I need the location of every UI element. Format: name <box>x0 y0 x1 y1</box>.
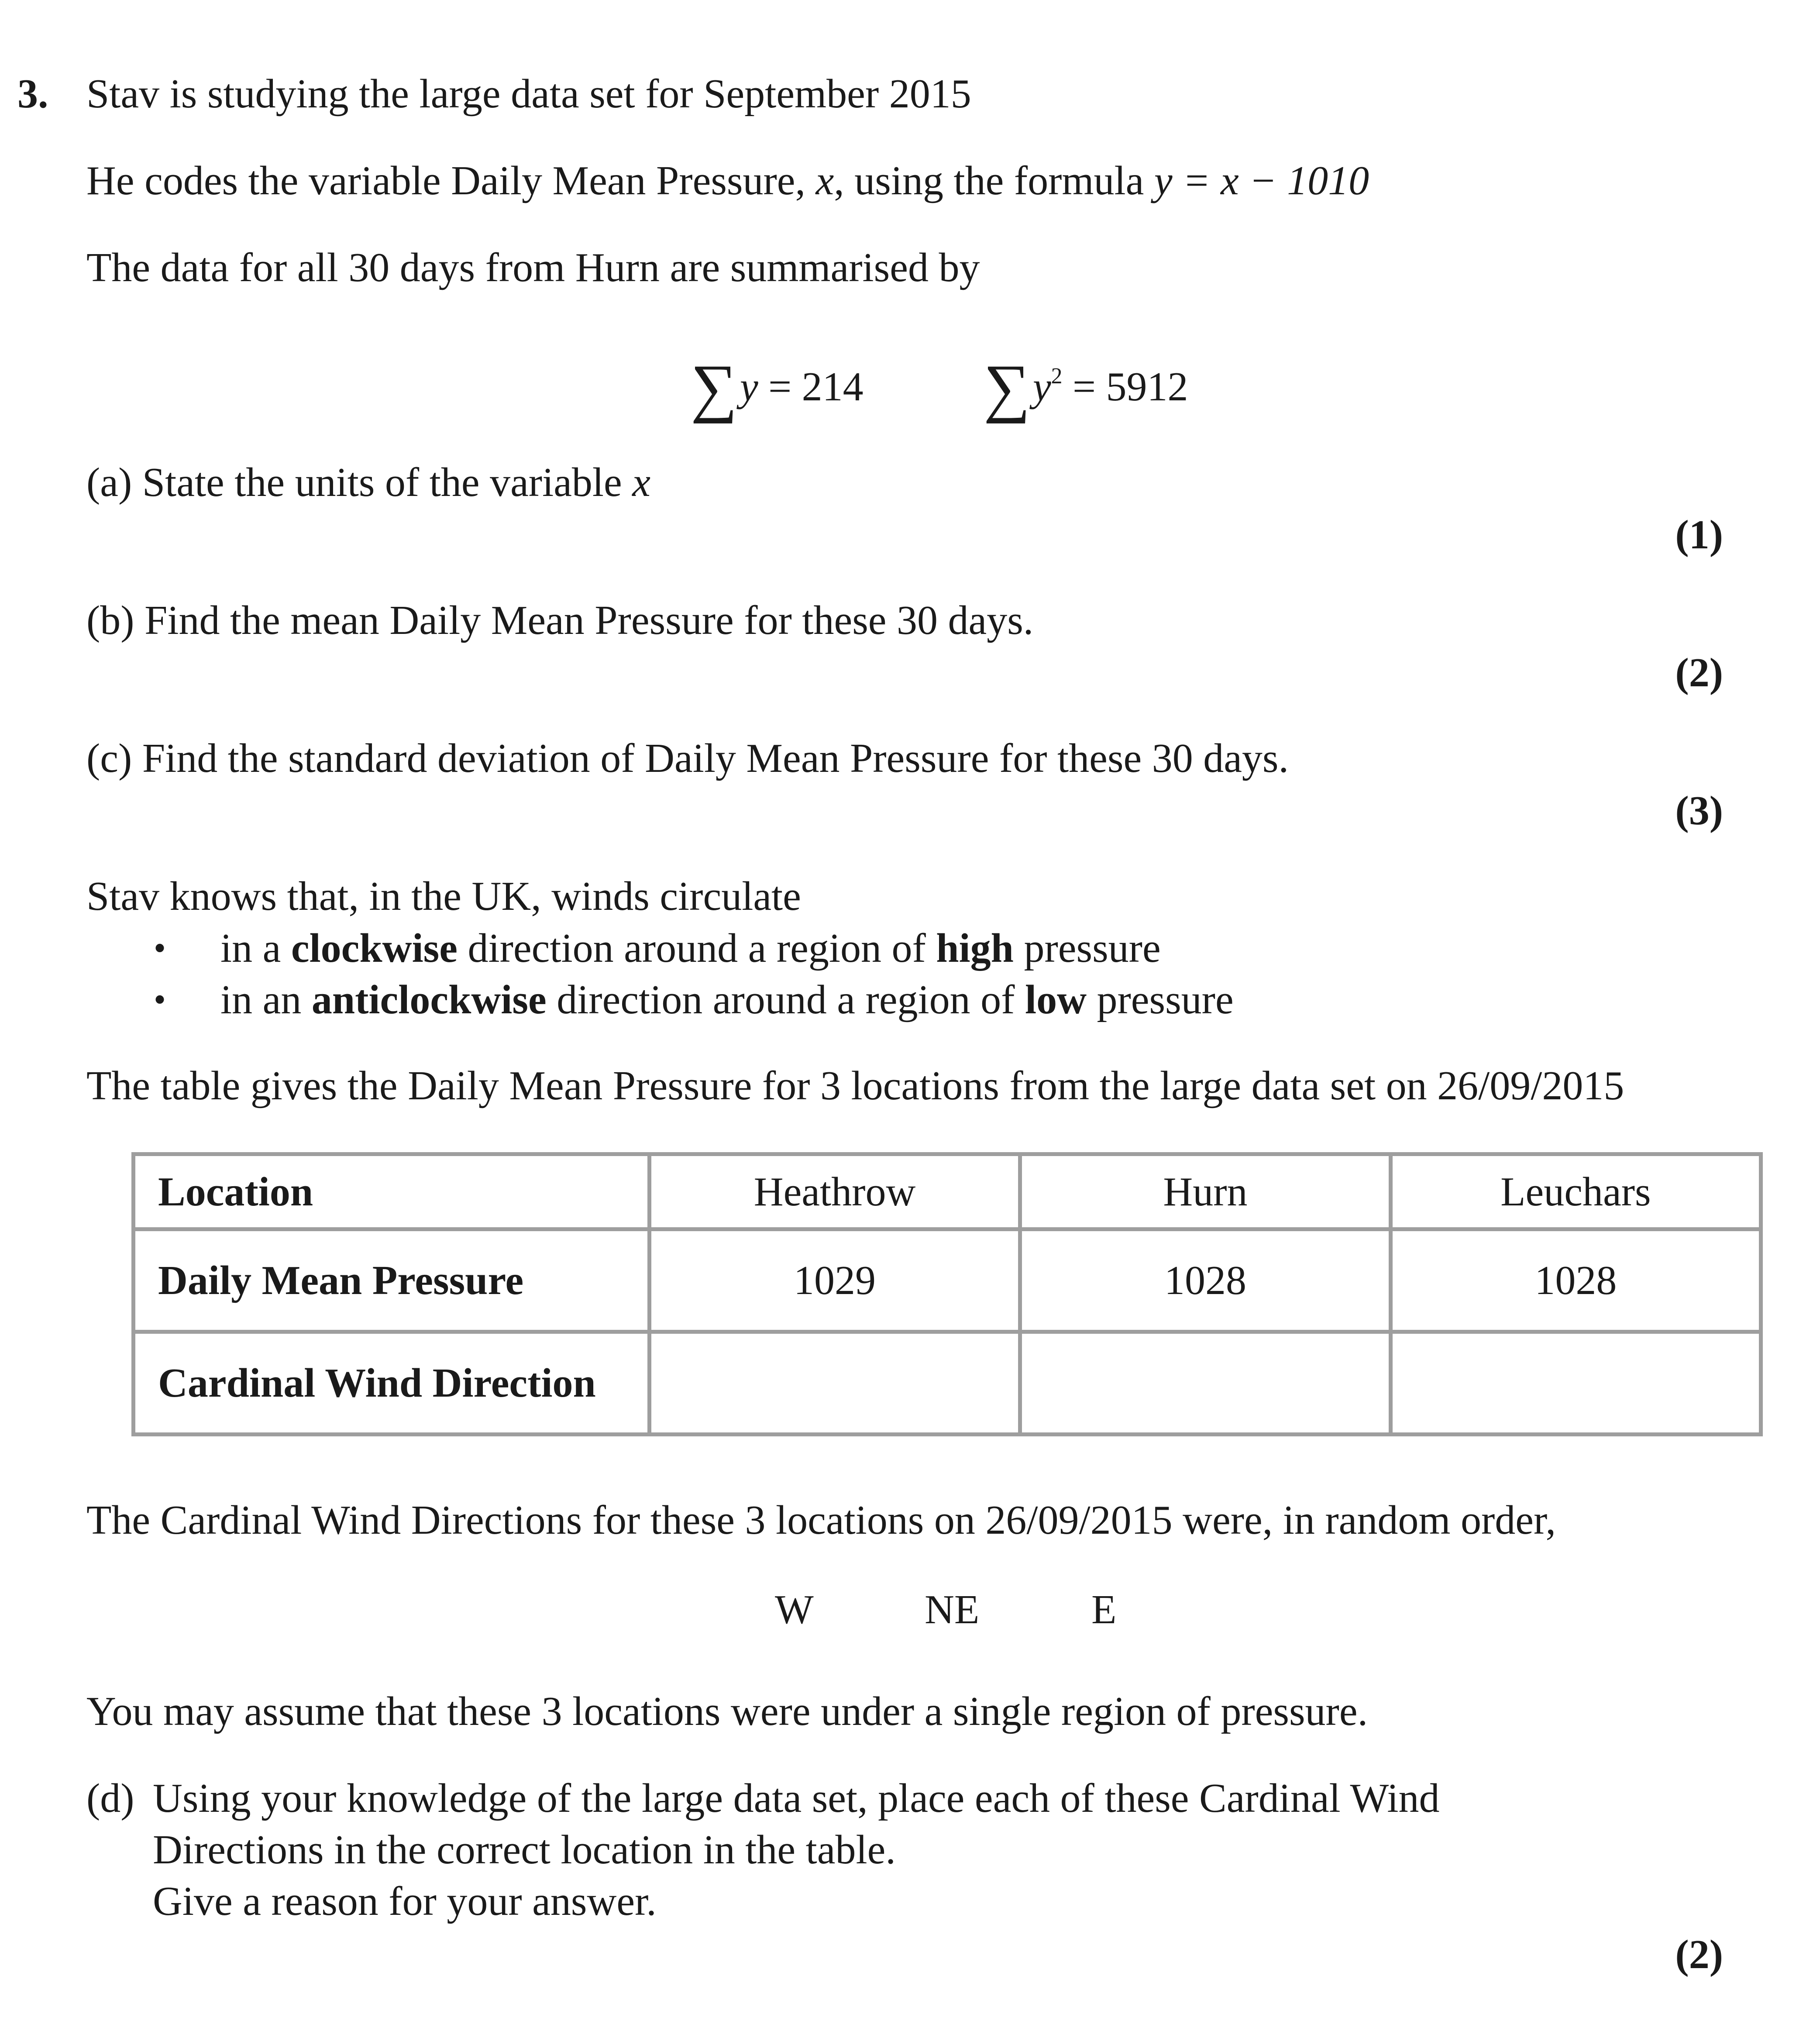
cell-heathrow: Heathrow <box>649 1154 1020 1229</box>
part-c-text: Find the standard deviation of Daily Mean Pressure for these 30 days. <box>142 736 1289 781</box>
sum2-value: = 5912 <box>1062 364 1188 410</box>
part-a-label: (a) <box>86 460 132 505</box>
cell-wind-leuchars <box>1390 1332 1761 1435</box>
table-row <box>134 1332 1761 1435</box>
table-row <box>134 1229 1761 1332</box>
header-wind-direction: Cardinal Wind Direction <box>134 1332 650 1435</box>
b1-high: high <box>936 926 1014 971</box>
part-d-line1: Using your knowledge of the large data set, place each of these Cardinal Wind <box>153 1776 1440 1821</box>
question-number: 3. <box>17 71 48 117</box>
cell-pressure-heathrow: 1029 <box>649 1229 1020 1332</box>
formula: y = x − 1010 <box>1154 158 1369 203</box>
part-d-marks: (2) <box>1675 1932 1723 1977</box>
part-b-marks: (2) <box>1675 650 1723 695</box>
table-row <box>134 1154 1761 1229</box>
cell-pressure-leuchars: 1028 <box>1390 1229 1761 1332</box>
coding-mid: , using the formula <box>834 158 1154 203</box>
cell-wind-heathrow <box>649 1332 1020 1435</box>
assume-line: You may assume that these 3 locations were under a single region of pressure. <box>86 1689 1368 1734</box>
b2-pre: in an <box>220 977 312 1022</box>
cell-leuchars: Leuchars <box>1390 1154 1761 1229</box>
winds-bullet-2 <box>220 979 1234 1020</box>
sigma-icon: ∑ <box>984 351 1030 424</box>
part-a-marks: (1) <box>1675 512 1723 558</box>
direction-ne: NE <box>925 1587 980 1632</box>
summary-line: The data for all 30 days from Hurn are summarised by <box>86 245 980 290</box>
coding-text: He codes the variable Daily Mean Pressure, <box>86 158 816 203</box>
pressure-table <box>131 1152 1763 1436</box>
bullet-icon: • <box>154 981 166 1019</box>
sum1-var: y <box>740 364 758 410</box>
sum2-exponent: 2 <box>1051 364 1063 389</box>
cell-wind-hurn <box>1020 1332 1391 1435</box>
sum1-value: = 214 <box>758 364 864 410</box>
sum-y <box>691 351 864 424</box>
b2-anticlockwise: anticlockwise <box>311 977 547 1022</box>
part-b <box>86 600 1033 641</box>
header-location: Location <box>134 1154 650 1229</box>
b2-low: low <box>1025 977 1087 1022</box>
sum2-var: y <box>1032 364 1051 410</box>
b2-post: pressure <box>1086 977 1234 1022</box>
table-intro: The table gives the Daily Mean Pressure for 3 locations from the large data set on 26/09/2015 <box>86 1063 1624 1108</box>
sum-y-squared <box>984 351 1188 424</box>
part-d-label: (d) <box>86 1776 134 1821</box>
direction-e: E <box>1091 1587 1117 1632</box>
sigma-icon: ∑ <box>691 351 737 424</box>
part-d-line2: Directions in the correct location in the table. <box>153 1827 896 1873</box>
directions-intro: The Cardinal Wind Directions for these 3 locations on 26/09/2015 were, in random order, <box>86 1497 1556 1543</box>
part-b-label: (b) <box>86 598 134 643</box>
part-b-text: Find the mean Daily Mean Pressure for these 30 days. <box>144 598 1034 643</box>
cell-hurn: Hurn <box>1020 1154 1391 1229</box>
header-pressure: Daily Mean Pressure <box>134 1229 650 1332</box>
part-d-line3: Give a reason for your answer. <box>153 1879 657 1924</box>
b1-clockwise: clockwise <box>291 926 458 971</box>
part-a <box>86 462 650 503</box>
part-a-text: State the units of the variable <box>142 460 633 505</box>
bullet-icon: • <box>154 929 166 967</box>
coding-line <box>86 160 1369 201</box>
b1-mid: direction around a region of <box>457 926 936 971</box>
intro-line: Stav is studying the large data set for September 2015 <box>86 71 971 117</box>
b1-post: pressure <box>1013 926 1161 971</box>
part-c-label: (c) <box>86 736 132 781</box>
cell-pressure-hurn: 1028 <box>1020 1229 1391 1332</box>
b2-mid: direction around a region of <box>546 977 1025 1022</box>
winds-bullet-1 <box>220 928 1161 969</box>
coding-var: x <box>815 158 834 203</box>
direction-w: W <box>775 1587 814 1632</box>
b1-pre: in a <box>220 926 291 971</box>
part-c <box>86 738 1289 779</box>
winds-intro: Stav knows that, in the UK, winds circulate <box>86 874 801 919</box>
part-c-marks: (3) <box>1675 788 1723 833</box>
part-a-var: x <box>632 460 651 505</box>
